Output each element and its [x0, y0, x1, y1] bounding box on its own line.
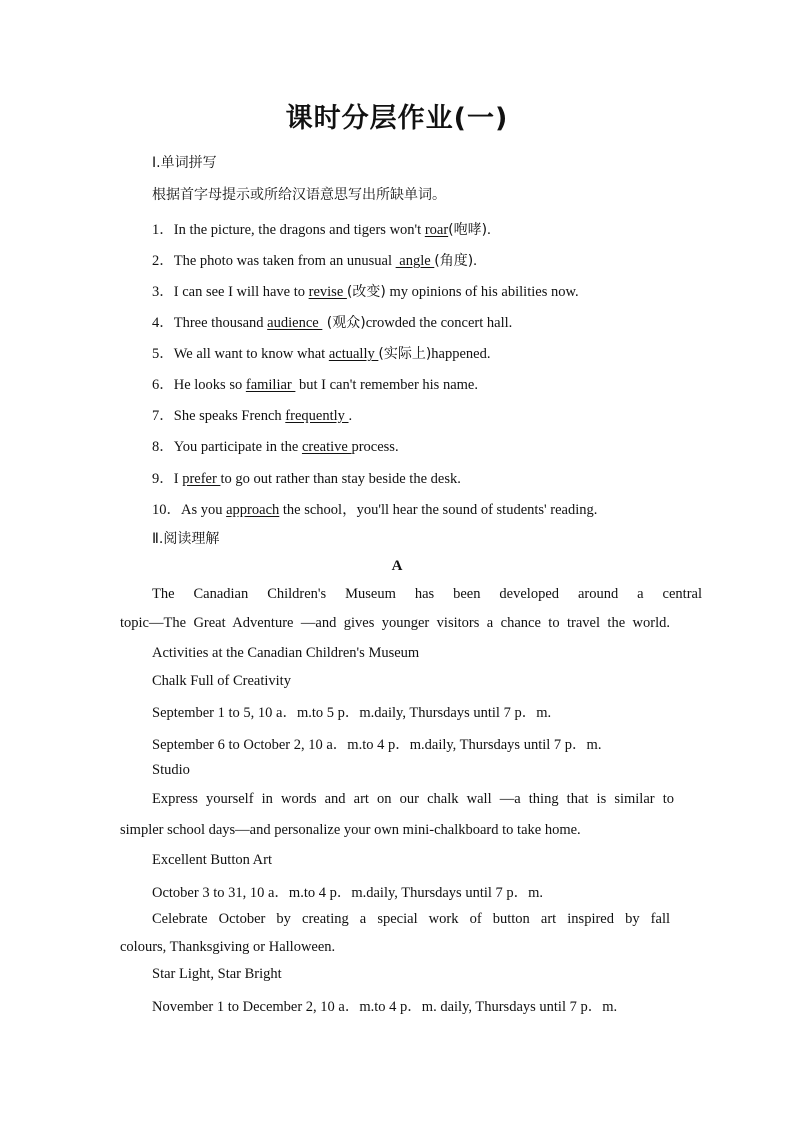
section-heading-reading: Ⅱ.阅读理解 — [152, 531, 220, 547]
item-chinese-hint: (改变) — [346, 284, 386, 300]
intro-line-1: The Canadian Children's Museum has been developed around a central — [152, 586, 702, 602]
button-line-1: Celebrate October by creating a special work of button art inspired by fall — [152, 911, 670, 927]
item-text-before: He looks so — [173, 377, 246, 393]
item-answer: familiar — [245, 377, 296, 393]
chalk-title: Chalk Full of Creativity — [152, 673, 291, 689]
studio-line-1: Express yourself in words and art on our chalk wall —a thing that is similar to — [152, 791, 674, 807]
spelling-item — [152, 342, 490, 363]
page-title: 课时分层作业(一) — [285, 103, 509, 134]
passage-label: A — [391, 558, 403, 574]
item-answer: revise — [308, 284, 347, 300]
item-answer: approach — [226, 502, 280, 518]
item-text-before: You participate in the — [173, 439, 302, 455]
item-answer: prefer — [182, 471, 221, 487]
item-number: 7． — [152, 408, 174, 424]
intro-line-2: topic—The Great Adventure —and gives younger visitors a chance to travel the world. — [120, 615, 670, 631]
item-number: 8． — [152, 439, 174, 455]
item-text-before: I — [173, 471, 183, 487]
item-answer: roar — [424, 222, 449, 238]
item-text-before: We all want to know what — [173, 346, 329, 362]
item-answer: actually — [328, 346, 379, 362]
button-date: October 3 to 31, 10 a．m.to 4 p．m.daily, Thursdays until 7 p．m. — [152, 885, 544, 901]
spelling-item — [152, 435, 399, 456]
instruction: 根据首字母提示或所给汉语意思写出所缺单词。 — [152, 187, 446, 203]
item-text-before: I can see I will have to — [173, 284, 309, 300]
spelling-item — [152, 498, 597, 519]
item-number: 5． — [152, 346, 174, 362]
item-text-after: process. — [351, 439, 399, 455]
button-title: Excellent Button Art — [152, 852, 273, 868]
chalk-date-1: September 1 to 5, 10 a．m.to 5 p．m.daily, Thursdays until 7 p．m. — [152, 705, 552, 721]
item-chinese-hint: (咆哮) — [448, 222, 488, 238]
spelling-item — [152, 280, 579, 301]
item-number: 4． — [152, 315, 174, 331]
item-number: 3． — [152, 284, 174, 300]
item-text-before: She speaks French — [173, 408, 286, 424]
item-chinese-hint: (角度) — [434, 253, 474, 269]
studio-title: Studio — [152, 762, 190, 778]
item-answer: creative — [301, 439, 352, 455]
item-number: 10． — [152, 502, 181, 518]
spelling-item — [152, 249, 477, 270]
star-title: Star Light, Star Bright — [152, 966, 282, 982]
star-date: November 1 to December 2, 10 a．m.to 4 p．m. daily, Thursdays until 7 p．m. — [152, 999, 618, 1015]
item-text-after: . — [473, 253, 477, 269]
item-text-after: . — [487, 222, 491, 238]
item-answer: audience — [267, 315, 323, 331]
item-text-after: but I can't remember his name. — [295, 377, 478, 393]
item-number: 9． — [152, 471, 174, 487]
item-text-after: to go out rather than stay beside the desk. — [220, 471, 461, 487]
item-text-after: the school，you'll hear the sound of students' reading. — [279, 502, 598, 518]
item-chinese-hint: (观众) — [322, 315, 366, 331]
item-number: 2． — [152, 253, 174, 269]
item-number: 6． — [152, 377, 174, 393]
item-text-after: my opinions of his abilities now. — [385, 284, 579, 300]
item-chinese-hint: (实际上) — [378, 346, 432, 362]
spelling-item — [152, 311, 512, 332]
section-heading-spelling: Ⅰ.单词拼写 — [152, 155, 217, 171]
item-text-after: happened. — [431, 346, 491, 362]
item-text-before: As you — [181, 502, 227, 518]
button-line-2: colours, Thanksgiving or Halloween. — [120, 939, 336, 955]
spelling-item — [152, 218, 491, 239]
item-number: 1． — [152, 222, 174, 238]
item-text-after: crowded the concert hall. — [365, 315, 513, 331]
item-answer: angle — [395, 253, 435, 269]
spelling-item — [152, 373, 478, 394]
activities-title: Activities at the Canadian Children's Museum — [152, 645, 420, 661]
item-text-before: Three thousand — [173, 315, 268, 331]
item-answer: frequently — [285, 408, 349, 424]
item-text-after: . — [348, 408, 353, 424]
spelling-item — [152, 404, 352, 425]
chalk-date-2: September 6 to October 2, 10 a．m.to 4 p．m.daily, Thursdays until 7 p．m. — [152, 737, 602, 753]
studio-line-2: simpler school days—and personalize your own mini-chalkboard to take home. — [120, 822, 581, 838]
spelling-item — [152, 467, 461, 488]
item-text-before: The photo was taken from an unusual — [173, 253, 396, 269]
item-text-before: In the picture, the dragons and tigers won't — [173, 222, 425, 238]
